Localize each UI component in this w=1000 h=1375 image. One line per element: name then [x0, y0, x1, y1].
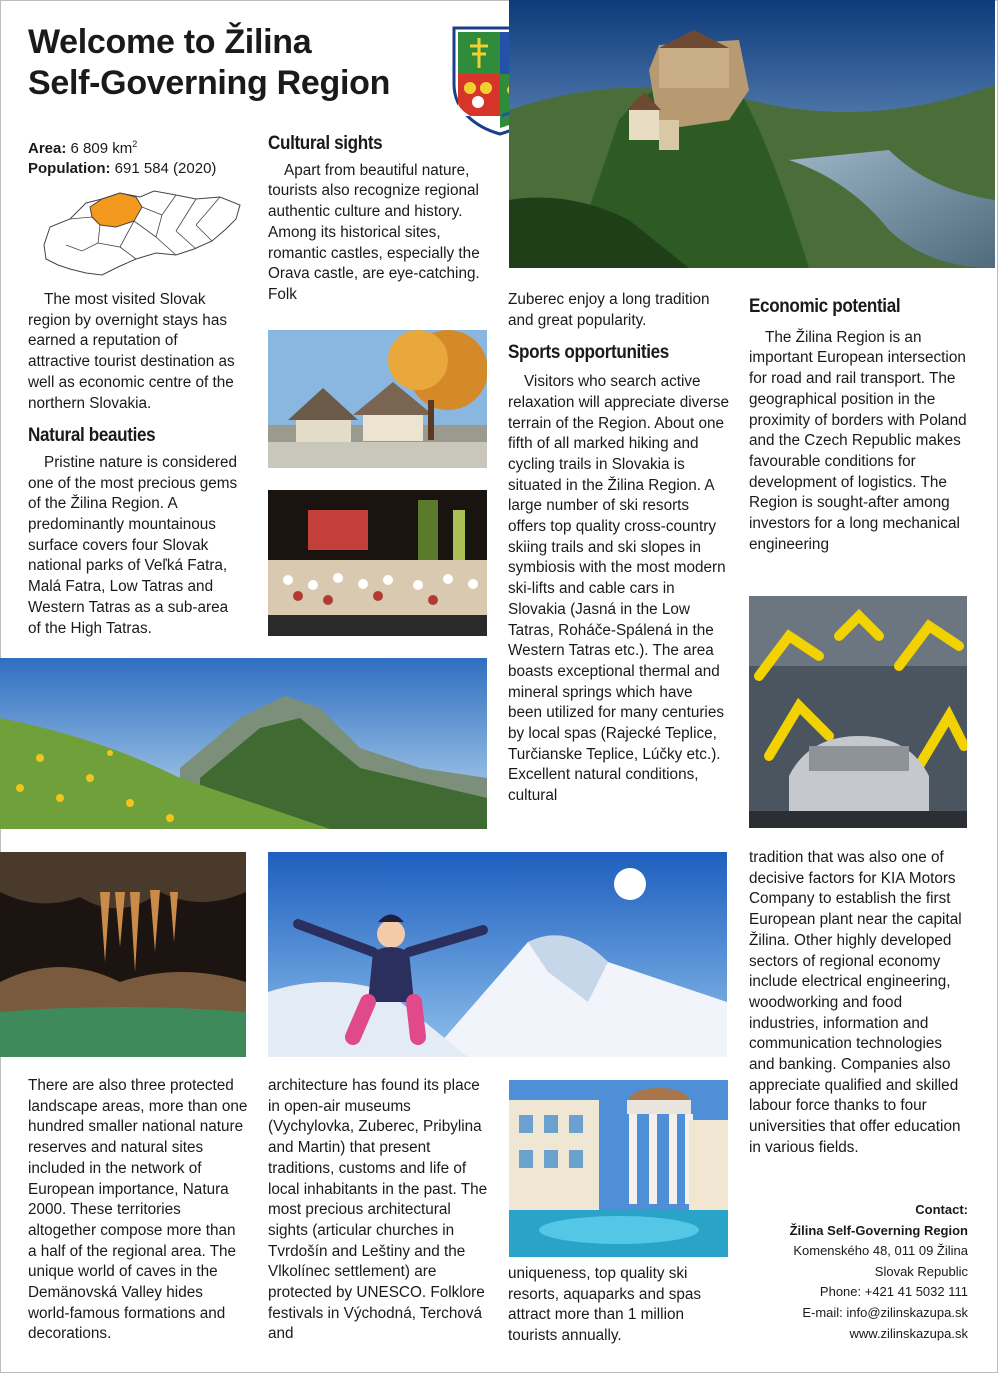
natural-heading: Natural beauties — [28, 425, 156, 447]
column-4-lower — [749, 848, 971, 1159]
contact-block — [748, 1200, 968, 1344]
orava-castle-photo — [509, 0, 995, 268]
sports-text-cont: uniqueness, top quality ski resorts, aquaparks and spas attract more than 1 million tourists annually. — [508, 1265, 702, 1345]
spa-resort-photo — [509, 1080, 728, 1257]
contact-email[interactable]: E-mail: info@zilinskazupa.sk — [802, 1304, 968, 1320]
car-factory-photo — [749, 596, 967, 828]
open-air-museum-photo — [268, 330, 487, 468]
area-fact: Area: 6 809 $km^2$ — [28, 139, 138, 157]
cultural-text-cont2: Zuberec enjoy a long tradition and great popularity. — [508, 291, 710, 329]
natural-text: Pristine nature is considered one of the most precious gems of the Žilina Region. A predominantly mountainous surface covers four Slovak national parks of Veľká Fatra, Malá Fatra, Low Tatras and Western Tatras as a sub-area of the High Tatras. — [28, 453, 238, 637]
cultural-text-cont: architecture has found its place in open-air museums (Vychylovka, Zuberec, Pribylina and Martin) that present traditions, customs and life of local inhabitants in the past. The most precious architectural sights (articular churches in Tvrdošín and Leštiny and the Vlkolínec settlement) are protected by UNESCO. Folklore festivals in Východná, Terchová and — [268, 1077, 488, 1343]
column-2-lower — [268, 1076, 490, 1345]
intro-text: The most visited Slovak region by overnight stays has earned a reputation of attractive tourist destination as well as economic centre of the northern Slovakia. — [28, 291, 235, 412]
contact-org: Žilina Self-Governing Region — [789, 1222, 968, 1238]
column-1-lower — [28, 1076, 248, 1345]
region-facts — [28, 134, 216, 179]
column-3-lower — [508, 1264, 730, 1347]
contact-address: Komenského 48, 011 09 Žilina — [793, 1243, 968, 1259]
contact-label: Contact: — [915, 1202, 968, 1217]
economic-text: The Žilina Region is an important European intersection for road and rail transport. The geographical position in the proximity of borders with Poland and the Czech Republic makes favourable conditions for development of logistics. The Region is sought-after among investors for a long mechanical engineering — [749, 328, 967, 553]
mountain-meadow-photo — [0, 658, 487, 829]
folklore-festival-photo — [268, 490, 487, 636]
column-3 — [508, 290, 730, 807]
title-line-2: Self-Governing Region — [28, 64, 391, 102]
page-title — [28, 22, 448, 104]
sports-heading: Sports opportunities — [508, 342, 669, 364]
economic-text-cont: tradition that was also one of decisive factors for KIA Motors Company to establish the first European plant near the capital Žilina. Other highly developed sectors of regional economy include electrical engineering, woodworking and food industries, information and communication technologies and banking. Companies also appreciate qualified and skilled labour force thanks to four universities that offer education in various fields. — [749, 849, 962, 1156]
slovakia-map — [36, 185, 244, 280]
cultural-heading: Cultural sights — [268, 133, 383, 154]
title-line-1: Welcome to Žilina — [28, 23, 312, 61]
cultural-text: Apart from beautiful nature, tourists also recognize regional authentic culture and history. Among its historical sites, romantic castles, especially the Orava castle, are eye-catching. Folk — [268, 161, 480, 303]
contact-website[interactable]: www.zilinskazupa.sk — [849, 1325, 968, 1341]
column-1 — [28, 290, 243, 639]
contact-country: Slovak Republic — [874, 1263, 968, 1279]
natural-text-cont: There are also three protected landscape areas, more than one hundred smaller national nature reserves and natural sites included in the network of European importance, Natura 2000. These territories altogether compose more than a half of the regional area. The unique world of caves in the Demänovská Valley hides world-famous formations and decorations. — [28, 1077, 248, 1343]
column-2 — [268, 134, 488, 306]
contact-phone: Phone: +421 41 5032 111 — [819, 1284, 968, 1300]
winter-tourist-photo — [268, 852, 727, 1057]
column-4 — [749, 297, 971, 555]
population-fact: Population: 691 584 (2020) — [28, 160, 217, 177]
cave-photo — [0, 852, 246, 1057]
sports-text: Visitors who search active relaxation will appreciate diverse terrain of the Region. About one fifth of all marked hiking and cycling trails in Slovakia is situated in the Žilina Region. A large number of ski resorts offers top quality cross-country skiing trails and ski slopes in symbiosis with the most modern ski-lifts and cable cars in Slovakia (Jasná in the Low Tatras, Roháče-Spálená in the Western Tatras etc.). The area boasts exceptional thermal and mineral springs which have been utilized for many centuries by local spas (Rajecké Teplice, Turčianske Teplice, Lúčky etc.). Excellent natural conditions, cultural — [508, 373, 730, 805]
economic-heading: Economic potential — [749, 296, 901, 317]
